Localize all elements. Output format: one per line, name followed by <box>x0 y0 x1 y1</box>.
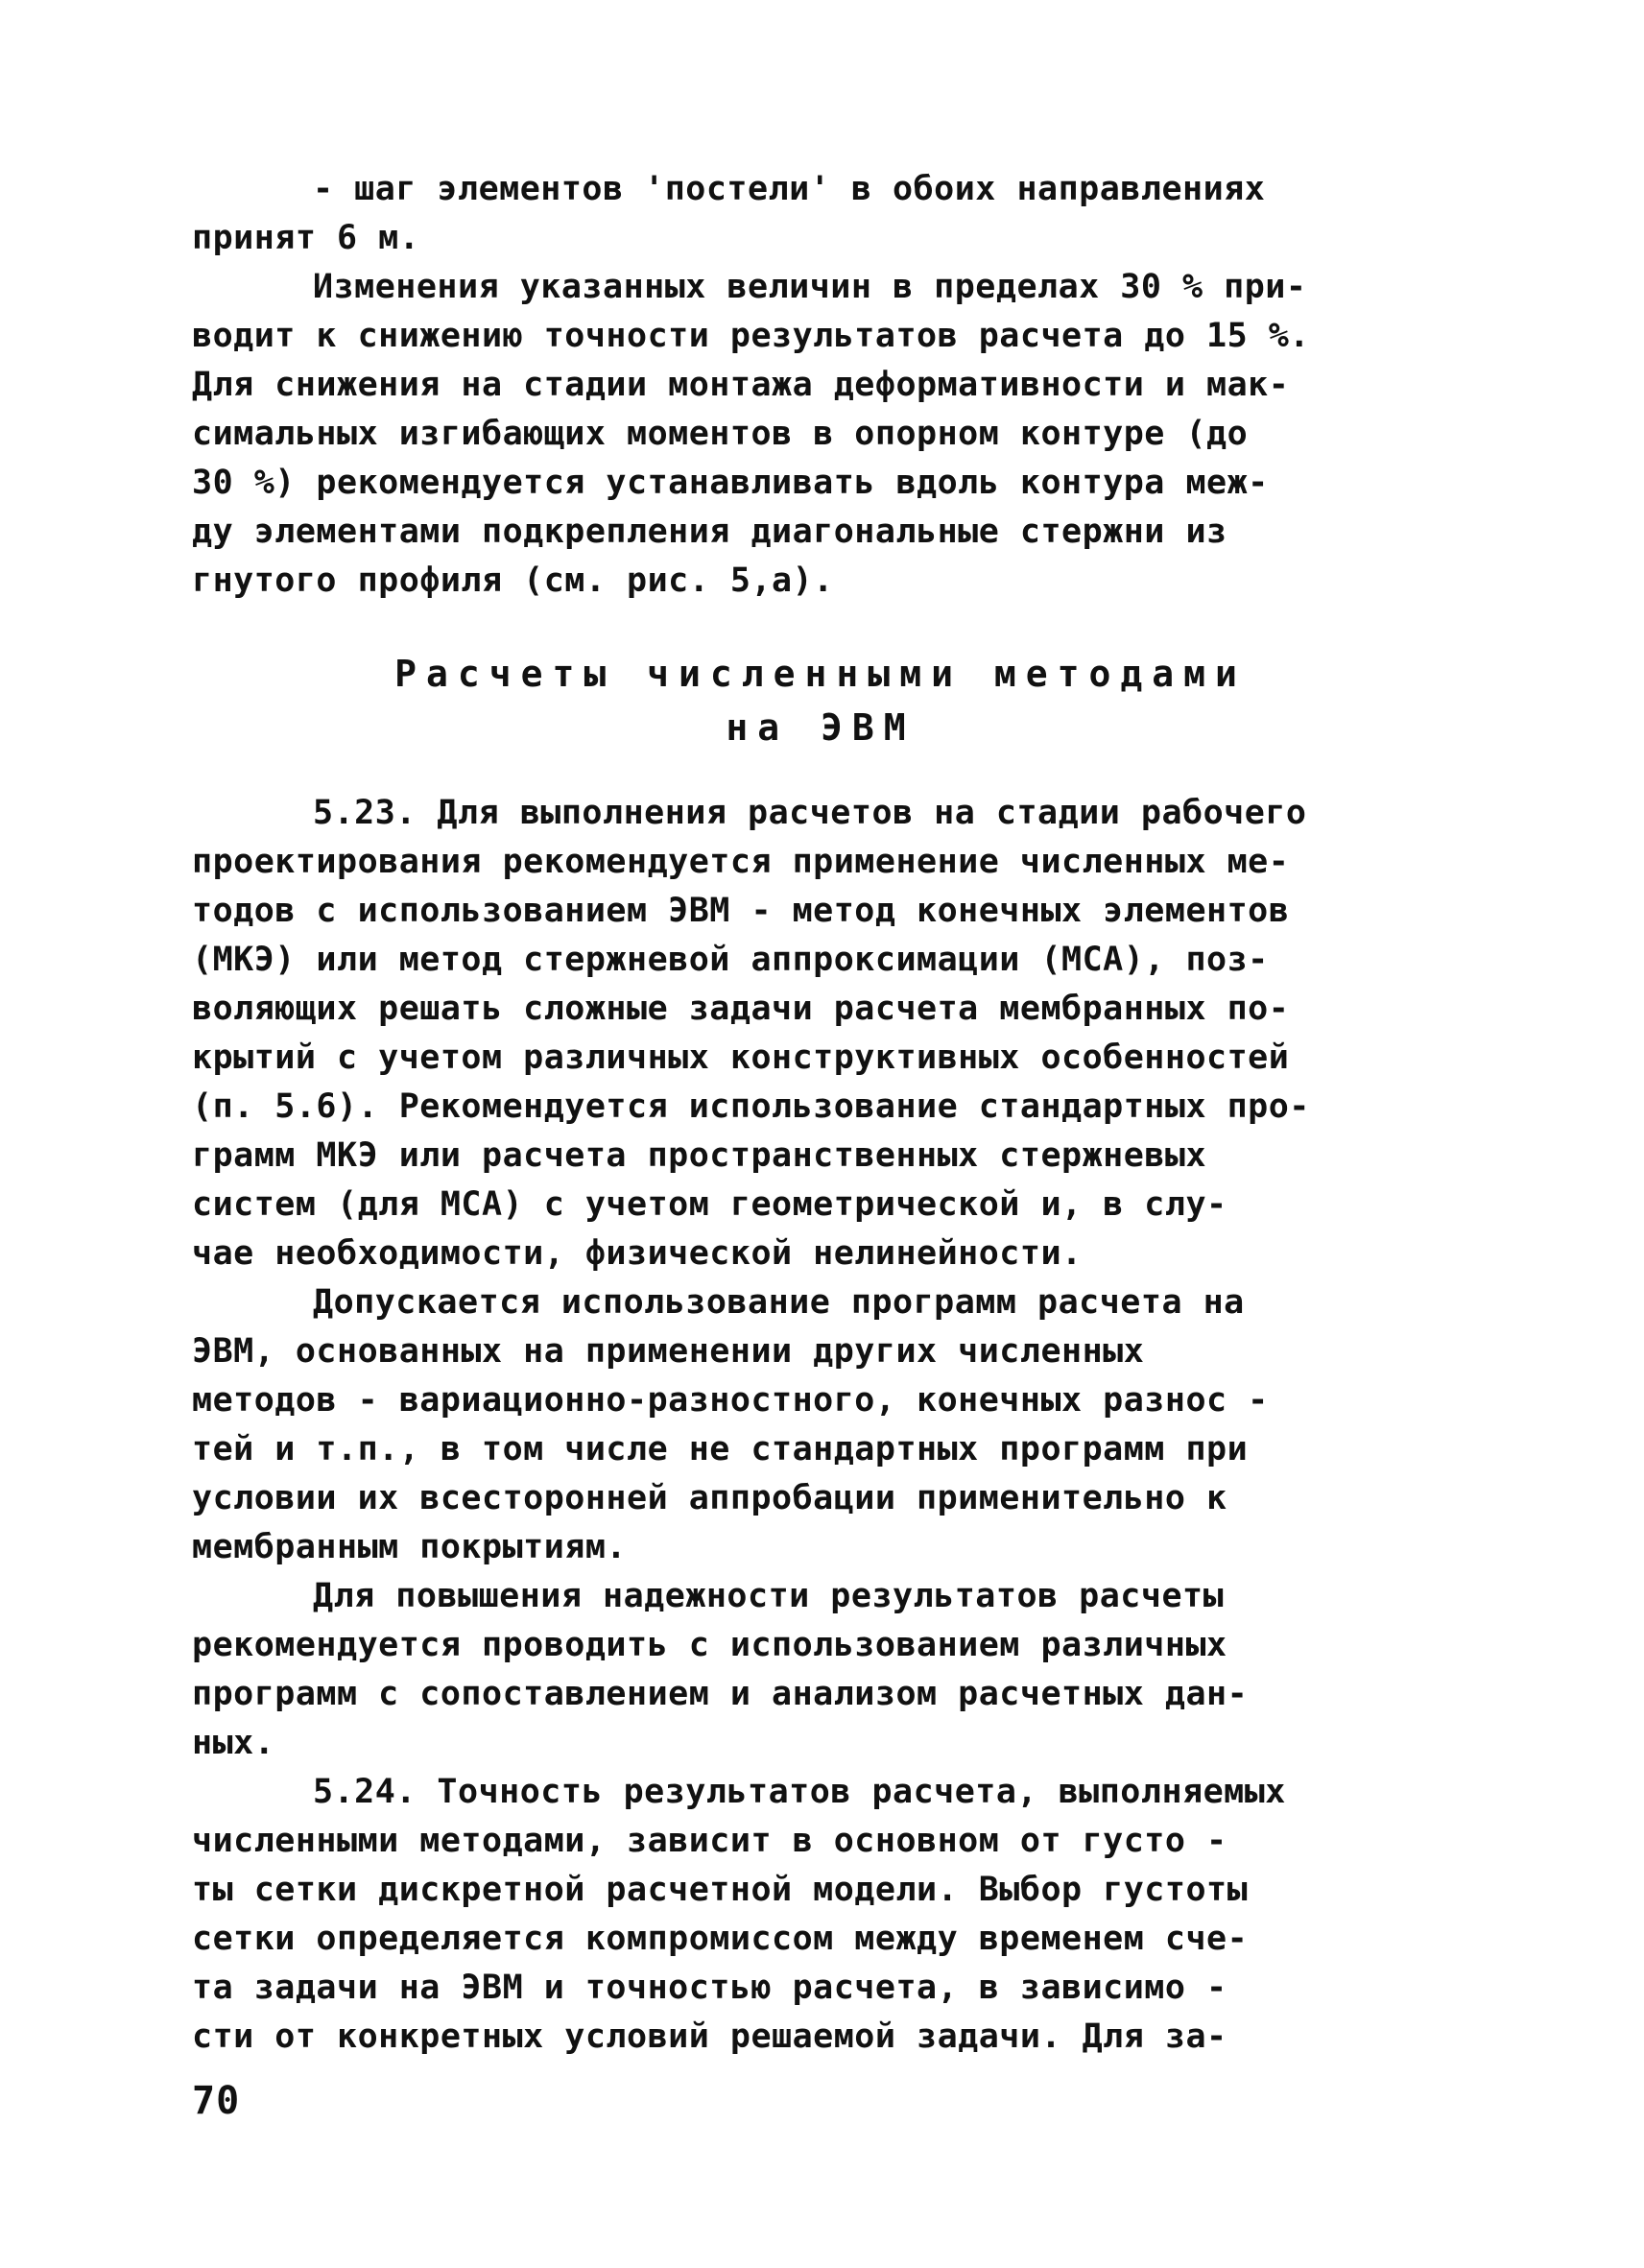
text-line: программ с сопоставлением и анализом расчетных дан- <box>192 1675 1249 1713</box>
text-line: ЭВМ, основанных на применении других численных <box>192 1332 1145 1371</box>
section-heading-line: Расчеты численными методами <box>394 653 1247 695</box>
text-line: 5.23. Для выполнения расчетов на стадии рабочего <box>313 794 1307 832</box>
paragraph-block-top <box>192 165 1449 606</box>
text-line: принят 6 м. <box>192 219 420 257</box>
text-line: сти от конкретных условий решаемой задачи. Для за- <box>192 2017 1227 2056</box>
text-line: Допускается использование программ расчета на <box>313 1283 1245 1322</box>
paragraph-block-main <box>192 789 1449 2062</box>
text-line: рекомендуется проводить с использованием различных <box>192 1626 1227 1664</box>
text-line: - шаг элементов 'постели' в обоих направлениях <box>313 170 1266 208</box>
text-line: грамм МКЭ или расчета пространственных стержневых <box>192 1136 1207 1175</box>
text-line: тодов с использованием ЭВМ - метод конечных элементов <box>192 892 1290 930</box>
text-line: (п. 5.6). Рекомендуется использование стандартных про- <box>192 1087 1310 1126</box>
text-line: ду элементами подкрепления диагональные стержни из <box>192 513 1227 551</box>
text-line: крытий с учетом различных конструктивных особенностей <box>192 1039 1290 1077</box>
text-line: мембранным покрытиям. <box>192 1528 628 1566</box>
section-heading <box>192 647 1449 754</box>
text-line: гнутого профиля (см. рис. 5,а). <box>192 561 834 600</box>
text-line: ты сетки дискретной расчетной модели. Выбор густоты <box>192 1871 1249 1909</box>
text-line: водит к снижению точности результатов расчета до 15 %. <box>192 317 1310 355</box>
text-line: Изменения указанных величин в пределах 30 % при- <box>313 268 1307 306</box>
text-line: Для повышения надежности результатов расчеты <box>313 1577 1225 1615</box>
text-line: 5.24. Точность результатов расчета, выполняемых <box>313 1773 1286 1811</box>
page-number: 70 <box>192 2079 241 2123</box>
text-line: симальных изгибающих моментов в опорном контуре (до <box>192 415 1249 453</box>
text-line: Для снижения на стадии монтажа деформативности и мак- <box>192 366 1290 404</box>
text-line: та задачи на ЭВМ и точностью расчета, в зависимо - <box>192 1969 1227 2007</box>
text-line: систем (для МСА) с учетом геометрической и, в слу- <box>192 1185 1227 1224</box>
text-line: численными методами, зависит в основном от густо - <box>192 1822 1227 1860</box>
text-line: ных. <box>192 1724 275 1762</box>
text-line: проектирования рекомендуется применение численных ме- <box>192 843 1290 881</box>
text-line: условии их всесторонней аппробации применительно к <box>192 1479 1227 1517</box>
section-heading-line: на ЭВМ <box>726 706 916 749</box>
text-line: сетки определяется компромиссом между временем сче- <box>192 1920 1249 1958</box>
text-line: 30 %) рекомендуется устанавливать вдоль контура меж- <box>192 464 1269 502</box>
text-line: (МКЭ) или метод стержневой аппроксимации (МСА), поз- <box>192 941 1269 979</box>
text-line: воляющих решать сложные задачи расчета мембранных по- <box>192 990 1290 1028</box>
text-line: методов - вариационно-разностного, конечных разнос - <box>192 1381 1269 1420</box>
text-line: чае необходимости, физической нелинейности. <box>192 1234 1083 1273</box>
text-line: тей и т.п., в том числе не стандартных программ при <box>192 1430 1249 1468</box>
